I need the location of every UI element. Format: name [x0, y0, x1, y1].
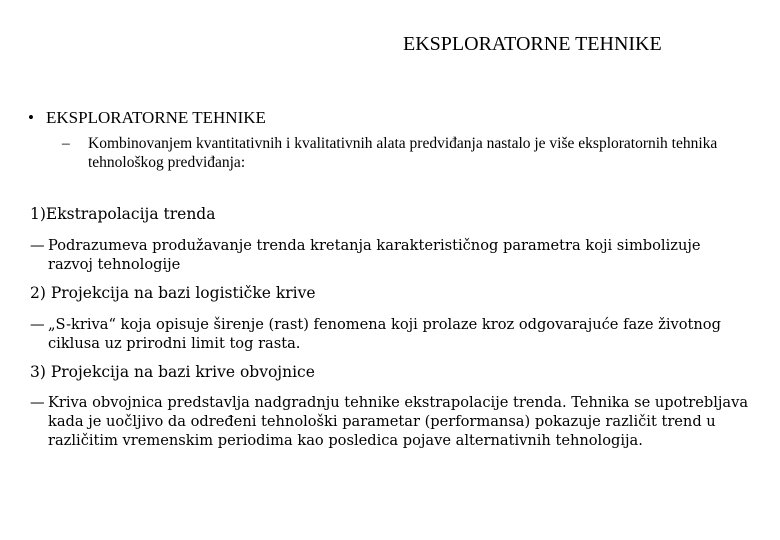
section-body [30, 236, 750, 274]
slide-title: EKSPLORATORNE TEHNIKE [403, 33, 662, 55]
section-heading: 3) Projekcija na bazi krive obvojnice [30, 363, 315, 381]
body-text: „S-kriva“ koja opisuje širenje (rast) fenomena koji prolaze kroz odgovarajuće faze životnog ciklusa uz prirodni limit tog rasta. [48, 316, 721, 352]
section-body [30, 315, 750, 353]
section-heading: 2) Projekcija na bazi logističke krive [30, 284, 316, 302]
sub-bullet [62, 134, 722, 172]
sub-bullet-text: Kombinovanjem kvantitativnih i kvalitativnih alata predviđanja nastalo je više eksploratornih tehnika tehnološkog predviđanja: [88, 135, 718, 171]
section-envelope-curve [30, 362, 750, 450]
body-marker: — [30, 394, 45, 411]
section-extrapolation [30, 204, 750, 274]
section-logistic-curve [30, 283, 750, 353]
body-text: Kriva obvojnica predstavlja nadgradnju tehnike ekstrapolacije trenda. Tehnika se upotrebljava kada je uočljivo da određeni tehnološki parametar (performansa) pokazuje različit trend u različitim vremenskim periodima kao posledica pojave alternativnih tehnologija. [48, 394, 749, 449]
bullet-text: EKSPLORATORNE TEHNIKE [46, 108, 266, 127]
sub-bullet-marker: – [62, 135, 70, 152]
bullet-marker: • [28, 108, 34, 127]
body-marker: — [30, 237, 45, 254]
section-body [30, 393, 750, 450]
body-text: Podrazumeva produžavanje trenda kretanja karakterističnog parametra koji simbolizuje razvoj tehnologije [48, 237, 701, 273]
body-marker: — [30, 316, 45, 333]
section-heading: 1)Ekstrapolacija trenda [30, 205, 216, 223]
main-bullet [28, 108, 266, 128]
